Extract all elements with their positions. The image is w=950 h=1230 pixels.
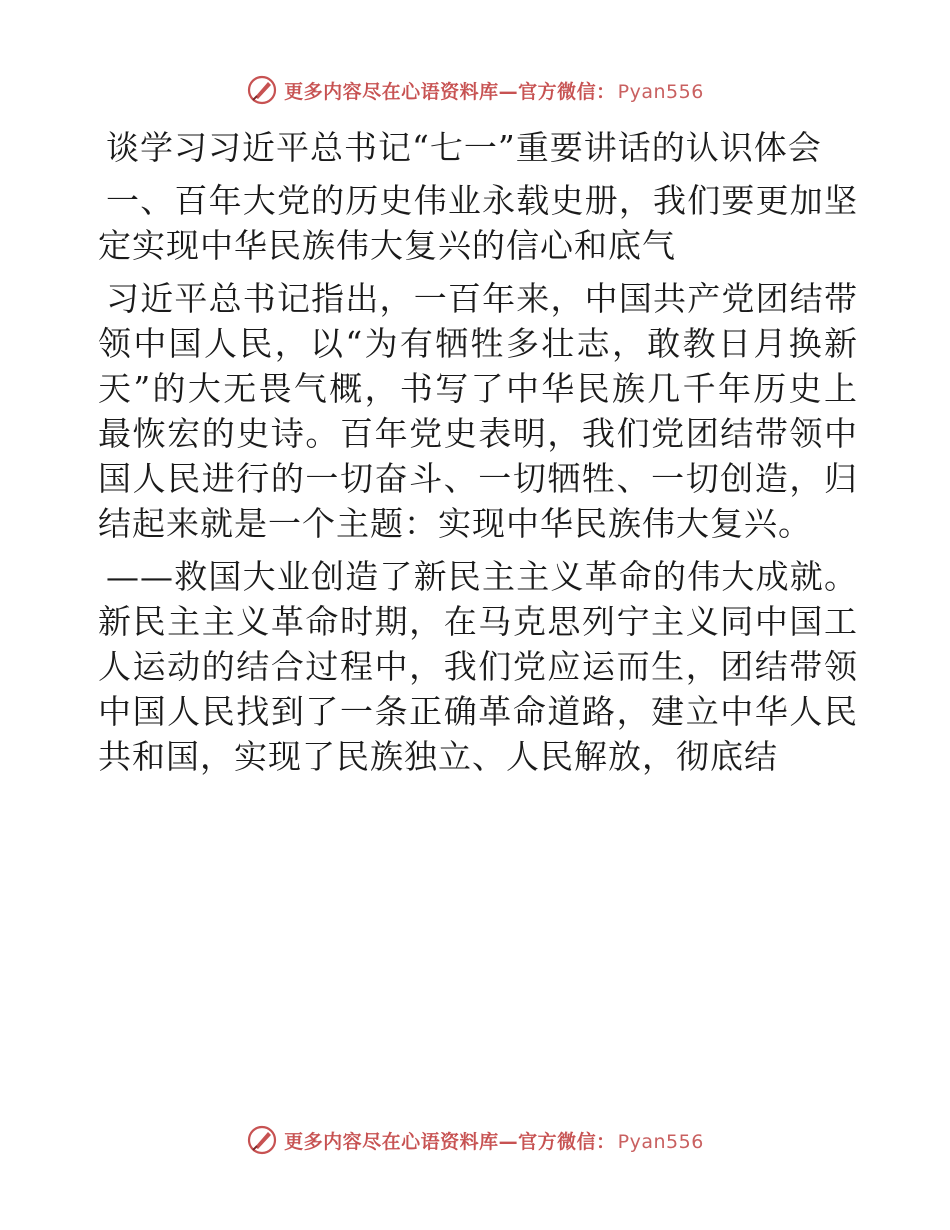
watermark-footer — [0, 1122, 950, 1158]
watermark-text: 更多内容尽在心语资料库—官方微信： Pyan556 — [284, 1130, 704, 1153]
quill-logo-icon — [246, 1124, 278, 1156]
watermark-header — [0, 72, 950, 108]
quill-logo-icon — [246, 74, 278, 106]
document-title: 谈学习习近平总书记“七一”重要讲话的认识体会 — [106, 128, 822, 167]
section-heading: 一、百年大党的历史伟业永载史册，我们要更加坚定实现中华民族伟大复兴的信心和底气 — [98, 181, 858, 265]
document-body — [98, 125, 858, 787]
body-paragraph: ——救国大业创造了新民主主义革命的伟大成就。新民主主义革命时期，在马克思列宁主义同中国工人运动的结合过程中，我们党应运而生，团结带领中国人民找到了一条正确革命道路，建立中华人民共和国，实现了民族独立、人民解放，彻底结 — [98, 557, 858, 776]
watermark-text: 更多内容尽在心语资料库—官方微信： Pyan556 — [284, 80, 704, 103]
body-paragraph: 习近平总书记指出，一百年来，中国共产党团结带领中国人民，以“为有牺牲多壮志，敢教日月换新天”的大无畏气概，书写了中华民族几千年历史上最恢宏的史诗。百年党史表明，我们党团结带领中国人民进行的一切奋斗、一切牺牲、一切创造，归结起来就是一个主题：实现中华民族伟大复兴。 — [98, 279, 858, 543]
